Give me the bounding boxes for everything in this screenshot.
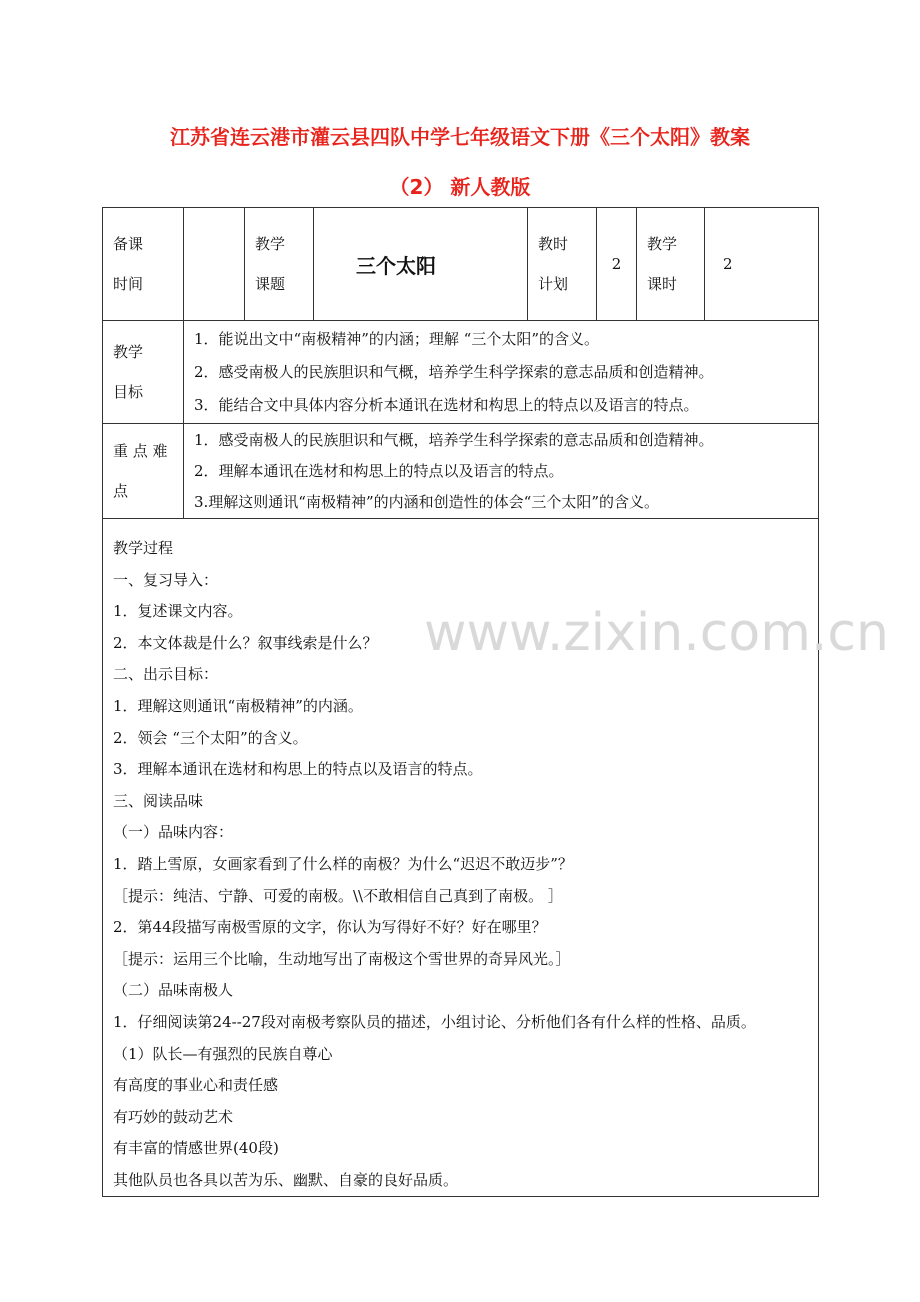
difficulty-content: [184, 424, 819, 519]
prep-time-label: 备课 时间: [103, 208, 184, 321]
goal-item: 2．感受南极人的民族胆识和气概，培养学生科学探索的意志品质和创造精神。: [194, 362, 714, 381]
period-value: 2: [705, 208, 819, 321]
goal-item: 1．能说出文中“南极精神”的内涵；理解 “三个太阳”的含义。: [194, 329, 599, 348]
process-line: 教学过程: [113, 539, 174, 557]
lesson-plan-table: [102, 207, 819, 1197]
process-line: （二）品味南极人: [113, 981, 234, 1000]
process-line: 1．理解这则通讯“南极精神”的内涵。: [113, 696, 363, 715]
process-line: 一、复习导入：: [113, 570, 219, 589]
process-line: ［提示：运用三个比喻，生动地写出了南极这个雪世界的奇异风光。］: [113, 949, 571, 968]
watermark: www.zixin.com.cn: [424, 603, 889, 663]
prep-time-value: [184, 208, 245, 321]
process-line: 有巧妙的鼓动艺术: [113, 1107, 234, 1126]
process-line: （1）队长—有强烈的民族自尊心: [113, 1044, 333, 1063]
period-label: 教学 课时: [637, 208, 705, 321]
difficulty-item: 3.理解这则通讯“南极精神”的内涵和创造性的体会“三个太阳”的含义。: [194, 492, 659, 511]
goals-label: 教学 目标: [103, 321, 184, 424]
difficulty-item: 2．理解本通讯在选材和构思上的特点以及语言的特点。: [194, 461, 564, 480]
process-line: 有高度的事业心和责任感: [113, 1076, 279, 1095]
process-line: 其他队员也各具以苦为乐、幽默、自豪的良好品质。: [113, 1170, 459, 1189]
process-line: 3．理解本通讯在选材和构思上的特点以及语言的特点。: [113, 760, 483, 779]
process-line: ［提示：纯洁、宁静、可爱的南极。\\不敢相信自己真到了南极。 ］: [113, 886, 563, 905]
goals-content: [184, 321, 819, 424]
process-line: 2．本文体裁是什么？叙事线索是什么？: [113, 633, 378, 652]
plan-label: 教时 计划: [528, 208, 597, 321]
process-line: 三、阅读品味: [113, 791, 204, 810]
process-line: 1．仔细阅读第24--27段对南极考察队员的描述，小组讨论、分析他们各有什么样的性格、品质。: [113, 1012, 756, 1031]
process-line: （一）品味内容：: [113, 823, 234, 842]
difficulty-item: 1．感受南极人的民族胆识和气概，培养学生科学探索的意志品质和创造精神。: [194, 430, 714, 449]
process-line: 1．踏上雪原，女画家看到了什么样的南极？为什么“迟迟不敢迈步”？: [113, 854, 573, 873]
difficulty-label: 重 点 难 点: [103, 424, 184, 519]
topic-value: 三个太阳: [314, 208, 528, 321]
plan-value: 2: [597, 208, 637, 321]
process-line: 2．第44段描写南极雪原的文字，你认为写得好不好？好在哪里？: [113, 918, 547, 937]
document-subtitle: （2） 新人教版: [389, 175, 531, 199]
document-title: 江苏省连云港市灌云县四队中学七年级语文下册《三个太阳》教案: [170, 125, 750, 149]
process-line: 二、出示目标：: [113, 665, 219, 684]
process-line: 有丰富的情感世界(40段): [113, 1139, 279, 1158]
goal-item: 3．能结合文中具体内容分析本通讯在选材和构思上的特点以及语言的特点。: [194, 395, 699, 414]
process-line: 2．领会 “三个太阳”的含义。: [113, 728, 308, 747]
topic-label: 教学 课题: [245, 208, 314, 321]
process-line: 1．复述课文内容。: [113, 602, 243, 621]
